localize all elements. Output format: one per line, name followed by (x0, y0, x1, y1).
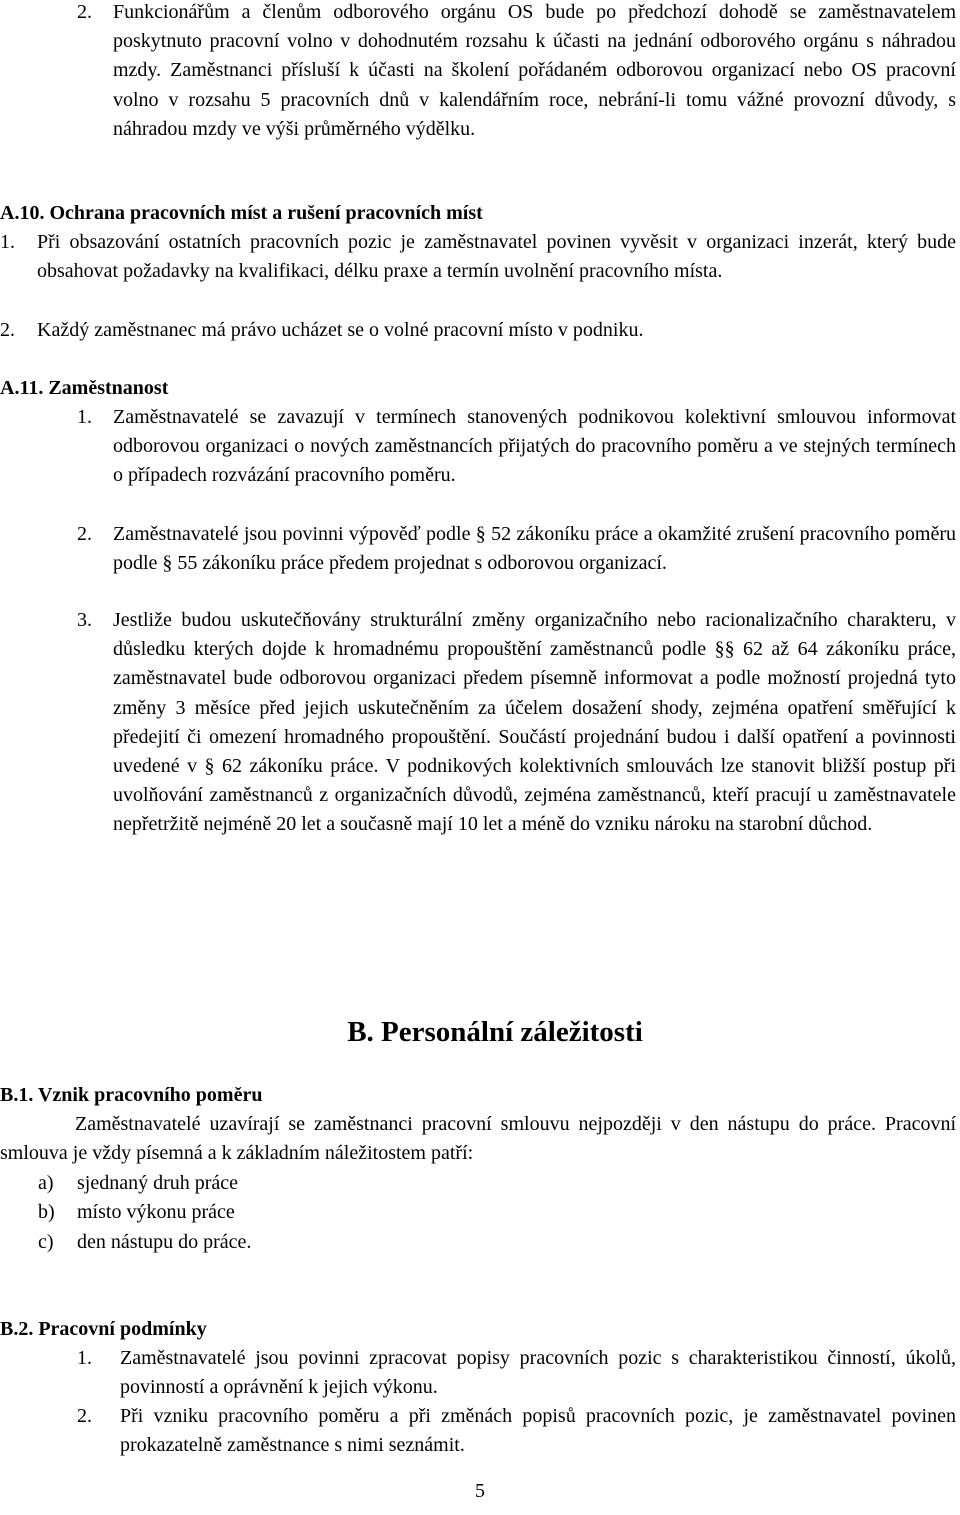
item-number: 1. (77, 406, 92, 428)
paragraph-text: Každý zaměstnanec má právo ucházet se o volné pracovní místo v podniku. (37, 319, 644, 341)
item-number: 2. (77, 523, 92, 545)
list-label: b) (38, 1201, 55, 1223)
paragraph-text: Zaměstnavatelé uzavírají se zaměstnanci pracovní smlouvu nejpozději v den nástupu do práce. Pracovní smlouva je vždy písemná a k základním náležitostem patří: (0, 1113, 956, 1165)
paragraph-text: Funkcionářům a členům odborového orgánu OS bude po předchozí dohodě se zaměstnavatelem poskytnuto pracovní volno v dohodnutém rozsahu k účasti na jednání odborového orgánu s náhradou mzdy. Zaměstnanci přísluší k účasti na školení pořádaném odborovou organizací nebo OS pracovní volno v rozsahu 5 pracovních dnů v kalendářním roce, nebrání-li tomu vážné provozní důvody, s náhradou mzdy ve výši průměrného výdělku. (113, 1, 956, 140)
paragraph-text: Zaměstnavatelé se zavazují v termínech stanovených podnikovou kolektivní smlouvou informovat odborovou organizaci o nových zaměstnancích přijatých do pracovního poměru a ve stejných termínech o případech rozvázání pracovního poměru. (113, 406, 956, 487)
paragraph-text: Při obsazování ostatních pracovních pozic je zaměstnavatel povinen vyvěsit v organizaci inzerát, který bude obsahovat požadavky na kvalifikaci, délku praxe a termín uvolnění pracovního místa. (37, 231, 956, 283)
list-label: a) (38, 1172, 54, 1194)
section-heading-a10: A.10. Ochrana pracovních míst a rušení pracovních míst (0, 202, 483, 224)
section-heading-b1: B.1. Vznik pracovního poměru (0, 1084, 263, 1106)
section-heading-a11: A.11. Zaměstnanost (0, 377, 169, 399)
item-number: 1. (0, 231, 15, 253)
list-item: den nástupu do práce. (77, 1231, 252, 1253)
item-number: 2. (77, 1405, 92, 1427)
item-number: 1. (77, 1347, 92, 1369)
paragraph-text: Zaměstnavatelé jsou povinni zpracovat popisy pracovních pozic s charakteristikou činností, úkolů, povinností a oprávnění k jejich výkonu. (120, 1347, 956, 1399)
item-number: 2. (0, 319, 15, 341)
paragraph-text: Při vzniku pracovního poměru a při změnách popisů pracovních pozic, je zaměstnavatel povinen prokazatelně zaměstnance s nimi seznámit. (120, 1405, 956, 1457)
paragraph-text: Jestliže budou uskutečňovány strukturální změny organizačního nebo racionalizačního charakteru, v důsledku kterých dojde k hromadnému propouštění zaměstnanců podle §§ 62 až 64 zákoníku práce, zaměstnavatel bude odborovou organizaci předem písemně informovat a podle možností projedná tyto změny 3 měsíce před jejich uskutečněním za účelem dosažení shody, zejména opatření směřující k předejití či omezení hromadného propouštění. Součástí projednání budou i další opatření a povinnosti uvedené v § 62 zákoníku práce. V podnikových kolektivních smlouvách lze stanovit bližší postup při uvolňování zaměstnanců z organizačních důvodů, zejména zaměstnanců, kteří pracují u zaměstnavatele nepřetržitě nejméně 20 let a současně mají 10 let a méně do vzniku nároku na starobní důchod. (113, 609, 956, 836)
item-number: 3. (77, 609, 92, 631)
section-title-b: B. Personální záležitosti (347, 1016, 643, 1048)
list-label: c) (38, 1231, 54, 1253)
section-heading-b2: B.2. Pracovní podmínky (0, 1318, 207, 1340)
list-item: místo výkonu práce (77, 1201, 235, 1223)
paragraph-text: Zaměstnavatelé jsou povinni výpověď podle § 52 zákoníku práce a okamžité zrušení pracovního poměru podle § 55 zákoníku práce předem projednat s odborovou organizací. (113, 523, 956, 575)
list-item: sjednaný druh práce (77, 1172, 239, 1194)
page-number: 5 (475, 1480, 485, 1502)
item-number: 2. (77, 1, 92, 23)
